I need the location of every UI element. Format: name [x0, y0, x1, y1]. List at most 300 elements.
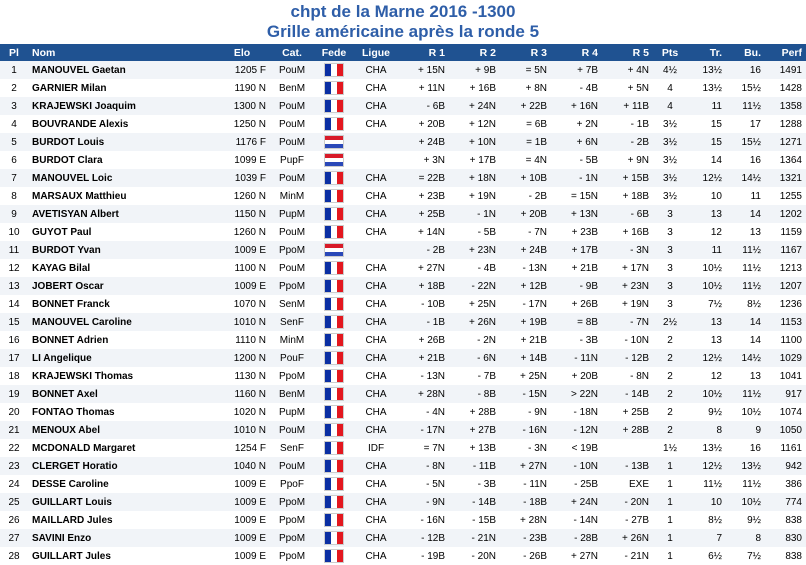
round-4-cell: + 7B: [551, 61, 602, 79]
federation-cell: [314, 151, 354, 169]
federation-cell: [314, 79, 354, 97]
page-header: [0, 0, 806, 42]
tiebreak-tr-cell: 6½: [687, 547, 726, 565]
performance-cell: 1207: [765, 277, 806, 295]
header-r5[interactable]: R 5: [602, 44, 653, 61]
fr-flag-icon: [324, 495, 344, 509]
performance-cell: 1050: [765, 421, 806, 439]
round-2-cell: + 27B: [449, 421, 500, 439]
player-name[interactable]: BONNET Franck: [28, 295, 214, 313]
league-cell: CHA: [354, 223, 398, 241]
fr-flag-icon: [324, 315, 344, 329]
player-name[interactable]: BOUVRANDE Alexis: [28, 115, 214, 133]
table-row: [0, 331, 806, 349]
round-2-cell: + 23N: [449, 241, 500, 259]
rank-cell: 24: [0, 475, 28, 493]
round-4-cell: - 28B: [551, 529, 602, 547]
round-2-cell: - 22N: [449, 277, 500, 295]
round-3-cell: = 5N: [500, 61, 551, 79]
player-name[interactable]: MARSAUX Matthieu: [28, 187, 214, 205]
header-bu[interactable]: Bu.: [726, 44, 765, 61]
player-name[interactable]: BONNET Adrien: [28, 331, 214, 349]
round-5-cell: - 27B: [602, 511, 653, 529]
fr-flag-icon: [324, 261, 344, 275]
elo-cell: 1099 E: [214, 151, 270, 169]
performance-cell: 1428: [765, 79, 806, 97]
tiebreak-tr-cell: 13: [687, 205, 726, 223]
player-name[interactable]: KAYAG Bilal: [28, 259, 214, 277]
header-r4[interactable]: R 4: [551, 44, 602, 61]
category-cell: PpoM: [270, 547, 314, 565]
elo-cell: 1009 E: [214, 529, 270, 547]
league-cell: CHA: [354, 97, 398, 115]
category-cell: PouM: [270, 115, 314, 133]
round-2-cell: + 18N: [449, 169, 500, 187]
tiebreak-bu-cell: 11½: [726, 241, 765, 259]
tiebreak-bu-cell: 13½: [726, 457, 765, 475]
round-5-cell: - 13B: [602, 457, 653, 475]
rank-cell: 11: [0, 241, 28, 259]
federation-cell: [314, 511, 354, 529]
federation-cell: [314, 295, 354, 313]
performance-cell: 1202: [765, 205, 806, 223]
category-cell: PouM: [270, 259, 314, 277]
fr-flag-icon: [324, 81, 344, 95]
fr-flag-icon: [324, 369, 344, 383]
elo-cell: 1300 N: [214, 97, 270, 115]
rank-cell: 1: [0, 61, 28, 79]
elo-cell: 1254 F: [214, 439, 270, 457]
category-cell: PpoF: [270, 475, 314, 493]
round-2-cell: + 25N: [449, 295, 500, 313]
rank-cell: 16: [0, 331, 28, 349]
round-4-cell: < 19B: [551, 439, 602, 457]
tiebreak-bu-cell: 8½: [726, 295, 765, 313]
table-row: [0, 367, 806, 385]
elo-cell: 1110 N: [214, 331, 270, 349]
tiebreak-bu-cell: 14: [726, 205, 765, 223]
tiebreak-bu-cell: 11½: [726, 259, 765, 277]
round-5-cell: - 14B: [602, 385, 653, 403]
round-2-cell: - 11B: [449, 457, 500, 475]
federation-cell: [314, 475, 354, 493]
round-2-cell: + 28B: [449, 403, 500, 421]
federation-cell: [314, 187, 354, 205]
rank-cell: 17: [0, 349, 28, 367]
round-3-cell: = 1B: [500, 133, 551, 151]
tiebreak-bu-cell: 11: [726, 187, 765, 205]
league-cell: CHA: [354, 475, 398, 493]
points-cell: 2: [653, 403, 687, 421]
header-r2[interactable]: R 2: [449, 44, 500, 61]
fr-flag-icon: [324, 531, 344, 545]
tiebreak-bu-cell: 16: [726, 151, 765, 169]
table-row: [0, 547, 806, 565]
performance-cell: 1100: [765, 331, 806, 349]
points-cell: 4: [653, 79, 687, 97]
table-row: [0, 511, 806, 529]
federation-cell: [314, 529, 354, 547]
tiebreak-bu-cell: 15½: [726, 79, 765, 97]
round-1-cell: - 13N: [398, 367, 449, 385]
category-cell: PouM: [270, 223, 314, 241]
league-cell: CHA: [354, 493, 398, 511]
player-name[interactable]: BURDOT Clara: [28, 151, 214, 169]
round-1-cell: - 12B: [398, 529, 449, 547]
table-row: [0, 385, 806, 403]
round-3-cell: + 28N: [500, 511, 551, 529]
tiebreak-tr-cell: 13½: [687, 61, 726, 79]
fr-flag-icon: [324, 441, 344, 455]
tiebreak-bu-cell: 9½: [726, 511, 765, 529]
round-1-cell: - 4N: [398, 403, 449, 421]
nl-flag-icon: [324, 243, 344, 257]
tiebreak-tr-cell: 10: [687, 187, 726, 205]
player-name[interactable]: MCDONALD Margaret: [28, 439, 214, 457]
fr-flag-icon: [324, 387, 344, 401]
federation-cell: [314, 331, 354, 349]
nl-flag-icon: [324, 135, 344, 149]
league-cell: CHA: [354, 61, 398, 79]
rank-cell: 14: [0, 295, 28, 313]
round-4-cell: + 13N: [551, 205, 602, 223]
round-3-cell: - 17N: [500, 295, 551, 313]
league-cell: CHA: [354, 259, 398, 277]
table-row: [0, 439, 806, 457]
rank-cell: 12: [0, 259, 28, 277]
rank-cell: 10: [0, 223, 28, 241]
round-4-cell: + 24N: [551, 493, 602, 511]
performance-cell: 1236: [765, 295, 806, 313]
points-cell: 3: [653, 223, 687, 241]
round-4-cell: - 11N: [551, 349, 602, 367]
points-cell: 3: [653, 205, 687, 223]
tiebreak-tr-cell: 13½: [687, 439, 726, 457]
elo-cell: 1250 N: [214, 115, 270, 133]
fr-flag-icon: [324, 333, 344, 347]
player-name[interactable]: MANOUVEL Loic: [28, 169, 214, 187]
player-name[interactable]: BONNET Axel: [28, 385, 214, 403]
tiebreak-tr-cell: 7: [687, 529, 726, 547]
category-cell: PouF: [270, 349, 314, 367]
header-fede[interactable]: Fede: [314, 44, 354, 61]
tiebreak-bu-cell: 15½: [726, 133, 765, 151]
elo-cell: 1010 N: [214, 421, 270, 439]
tiebreak-bu-cell: 14: [726, 313, 765, 331]
round-2-cell: - 14B: [449, 493, 500, 511]
tiebreak-tr-cell: 10½: [687, 385, 726, 403]
league-cell: CHA: [354, 547, 398, 565]
round-3-cell: + 22B: [500, 97, 551, 115]
federation-cell: [314, 421, 354, 439]
performance-cell: 838: [765, 511, 806, 529]
league-cell: CHA: [354, 529, 398, 547]
table-row: [0, 529, 806, 547]
player-name[interactable]: BURDOT Yvan: [28, 241, 214, 259]
league-cell: CHA: [354, 205, 398, 223]
tiebreak-bu-cell: 13: [726, 223, 765, 241]
league-cell: CHA: [354, 295, 398, 313]
federation-cell: [314, 241, 354, 259]
player-name[interactable]: MANOUVEL Gaetan: [28, 61, 214, 79]
round-5-cell: - 1B: [602, 115, 653, 133]
player-name[interactable]: CLERGET Horatio: [28, 457, 214, 475]
round-4-cell: - 10N: [551, 457, 602, 475]
rank-cell: 26: [0, 511, 28, 529]
federation-cell: [314, 403, 354, 421]
player-name[interactable]: GUILLART Louis: [28, 493, 214, 511]
round-3-cell: - 13N: [500, 259, 551, 277]
elo-cell: 1070 N: [214, 295, 270, 313]
tiebreak-bu-cell: 16: [726, 439, 765, 457]
header-tr[interactable]: Tr.: [687, 44, 726, 61]
round-2-cell: + 24N: [449, 97, 500, 115]
round-2-cell: - 7B: [449, 367, 500, 385]
table-row: [0, 241, 806, 259]
nl-flag-icon: [324, 153, 344, 167]
round-1-cell: = 7N: [398, 439, 449, 457]
round-5-cell: + 16B: [602, 223, 653, 241]
rank-cell: 9: [0, 205, 28, 223]
tiebreak-tr-cell: 15: [687, 115, 726, 133]
header-nom[interactable]: Nom: [28, 44, 214, 61]
performance-cell: 1364: [765, 151, 806, 169]
fr-flag-icon: [324, 423, 344, 437]
points-cell: 4: [653, 97, 687, 115]
round-4-cell: - 12N: [551, 421, 602, 439]
header-cat[interactable]: Cat.: [270, 44, 314, 61]
elo-cell: 1009 E: [214, 547, 270, 565]
elo-cell: 1010 N: [214, 313, 270, 331]
player-name[interactable]: MAILLARD Jules: [28, 511, 214, 529]
round-3-cell: + 14B: [500, 349, 551, 367]
round-1-cell: - 10B: [398, 295, 449, 313]
performance-cell: 830: [765, 529, 806, 547]
round-3-cell: - 18B: [500, 493, 551, 511]
points-cell: 3: [653, 277, 687, 295]
table-header-row: [0, 44, 806, 61]
rank-cell: 7: [0, 169, 28, 187]
player-name[interactable]: KRAJEWSKI Joaquim: [28, 97, 214, 115]
round-1-cell: - 19B: [398, 547, 449, 565]
round-1-cell: + 14N: [398, 223, 449, 241]
table-row: [0, 259, 806, 277]
round-2-cell: - 2N: [449, 331, 500, 349]
category-cell: PouM: [270, 457, 314, 475]
round-5-cell: - 10N: [602, 331, 653, 349]
header-ligue[interactable]: Ligue: [354, 44, 398, 61]
points-cell: 1: [653, 547, 687, 565]
round-5-cell: - 7N: [602, 313, 653, 331]
federation-cell: [314, 133, 354, 151]
league-cell: CHA: [354, 421, 398, 439]
fr-flag-icon: [324, 171, 344, 185]
header-r1[interactable]: R 1: [398, 44, 449, 61]
header-perf[interactable]: Perf: [765, 44, 806, 61]
points-cell: 2: [653, 421, 687, 439]
tiebreak-bu-cell: 14½: [726, 169, 765, 187]
elo-cell: 1190 N: [214, 79, 270, 97]
points-cell: 3½: [653, 187, 687, 205]
fr-flag-icon: [324, 297, 344, 311]
category-cell: PpoM: [270, 277, 314, 295]
league-cell: [354, 151, 398, 169]
player-name[interactable]: GUILLART Jules: [28, 547, 214, 565]
round-4-cell: - 4B: [551, 79, 602, 97]
performance-cell: 838: [765, 547, 806, 565]
header-elo[interactable]: Elo: [214, 44, 270, 61]
table-row: [0, 133, 806, 151]
player-name[interactable]: FONTAO Thomas: [28, 403, 214, 421]
round-5-cell: - 21N: [602, 547, 653, 565]
player-name[interactable]: LI Angelique: [28, 349, 214, 367]
performance-cell: 1153: [765, 313, 806, 331]
round-1-cell: - 16N: [398, 511, 449, 529]
tiebreak-tr-cell: 10½: [687, 259, 726, 277]
round-5-cell: - 8N: [602, 367, 653, 385]
points-cell: 1: [653, 457, 687, 475]
round-1-cell: - 1B: [398, 313, 449, 331]
performance-cell: 1321: [765, 169, 806, 187]
player-name[interactable]: MENOUX Abel: [28, 421, 214, 439]
player-name[interactable]: GARNIER Milan: [28, 79, 214, 97]
rank-cell: 18: [0, 367, 28, 385]
round-2-cell: - 5B: [449, 223, 500, 241]
round-2-cell: - 6N: [449, 349, 500, 367]
federation-cell: [314, 97, 354, 115]
tiebreak-bu-cell: 16: [726, 61, 765, 79]
fr-flag-icon: [324, 549, 344, 563]
round-1-cell: + 26B: [398, 331, 449, 349]
player-name[interactable]: JOBERT Oscar: [28, 277, 214, 295]
round-3-cell: + 10B: [500, 169, 551, 187]
league-cell: CHA: [354, 511, 398, 529]
player-name[interactable]: SAVINI Enzo: [28, 529, 214, 547]
round-1-cell: + 11N: [398, 79, 449, 97]
player-name[interactable]: MANOUVEL Caroline: [28, 313, 214, 331]
header-pts[interactable]: Pts: [653, 44, 687, 61]
round-4-cell: - 14N: [551, 511, 602, 529]
table-row: [0, 277, 806, 295]
round-1-cell: + 3N: [398, 151, 449, 169]
round-5-cell: + 26N: [602, 529, 653, 547]
table-row: [0, 313, 806, 331]
round-4-cell: = 15N: [551, 187, 602, 205]
round-2-cell: - 3B: [449, 475, 500, 493]
performance-cell: 1167: [765, 241, 806, 259]
category-cell: PupF: [270, 151, 314, 169]
federation-cell: [314, 385, 354, 403]
category-cell: PouM: [270, 169, 314, 187]
category-cell: PouM: [270, 97, 314, 115]
tiebreak-bu-cell: 10½: [726, 493, 765, 511]
tiebreak-bu-cell: 7½: [726, 547, 765, 565]
fr-flag-icon: [324, 459, 344, 473]
player-name[interactable]: BURDOT Louis: [28, 133, 214, 151]
round-5-cell: + 5N: [602, 79, 653, 97]
round-3-cell: + 12B: [500, 277, 551, 295]
points-cell: 4½: [653, 61, 687, 79]
rank-cell: 20: [0, 403, 28, 421]
tiebreak-bu-cell: 8: [726, 529, 765, 547]
round-5-cell: - 12B: [602, 349, 653, 367]
fr-flag-icon: [324, 405, 344, 419]
round-3-cell: + 19B: [500, 313, 551, 331]
federation-cell: [314, 277, 354, 295]
points-cell: 3: [653, 295, 687, 313]
player-name[interactable]: GUYOT Paul: [28, 223, 214, 241]
tiebreak-tr-cell: 12½: [687, 457, 726, 475]
tiebreak-tr-cell: 10: [687, 493, 726, 511]
league-cell: CHA: [354, 187, 398, 205]
federation-cell: [314, 259, 354, 277]
rank-cell: 13: [0, 277, 28, 295]
round-5-cell: + 11B: [602, 97, 653, 115]
round-5-cell: + 19N: [602, 295, 653, 313]
header-r3[interactable]: R 3: [500, 44, 551, 61]
round-5-cell: + 17N: [602, 259, 653, 277]
league-cell: CHA: [354, 385, 398, 403]
round-1-cell: + 21B: [398, 349, 449, 367]
league-cell: CHA: [354, 367, 398, 385]
tiebreak-tr-cell: 12½: [687, 169, 726, 187]
category-cell: PpoM: [270, 493, 314, 511]
performance-cell: 1288: [765, 115, 806, 133]
league-cell: CHA: [354, 79, 398, 97]
rank-cell: 8: [0, 187, 28, 205]
league-cell: CHA: [354, 457, 398, 475]
player-name[interactable]: AVETISYAN Albert: [28, 205, 214, 223]
tiebreak-bu-cell: 17: [726, 115, 765, 133]
round-2-cell: + 19N: [449, 187, 500, 205]
elo-cell: 1040 N: [214, 457, 270, 475]
header-pl[interactable]: Pl: [0, 44, 28, 61]
fr-flag-icon: [324, 63, 344, 77]
tiebreak-tr-cell: 14: [687, 151, 726, 169]
round-1-cell: + 15N: [398, 61, 449, 79]
performance-cell: 1159: [765, 223, 806, 241]
fr-flag-icon: [324, 117, 344, 131]
round-1-cell: - 6B: [398, 97, 449, 115]
tiebreak-tr-cell: 15: [687, 133, 726, 151]
league-cell: CHA: [354, 313, 398, 331]
league-cell: CHA: [354, 277, 398, 295]
round-1-cell: - 8N: [398, 457, 449, 475]
elo-cell: 1009 E: [214, 493, 270, 511]
tiebreak-tr-cell: 11: [687, 241, 726, 259]
player-name[interactable]: KRAJEWSKI Thomas: [28, 367, 214, 385]
round-3-cell: = 4N: [500, 151, 551, 169]
round-3-cell: - 23B: [500, 529, 551, 547]
round-3-cell: + 25N: [500, 367, 551, 385]
round-5-cell: - 6B: [602, 205, 653, 223]
category-cell: MinM: [270, 187, 314, 205]
round-3-cell: = 6B: [500, 115, 551, 133]
league-cell: CHA: [354, 349, 398, 367]
rank-cell: 4: [0, 115, 28, 133]
round-5-cell: - 20N: [602, 493, 653, 511]
round-4-cell: + 2N: [551, 115, 602, 133]
round-2-cell: + 26N: [449, 313, 500, 331]
tiebreak-bu-cell: 13: [726, 367, 765, 385]
round-1-cell: + 27N: [398, 259, 449, 277]
performance-cell: 1255: [765, 187, 806, 205]
round-2-cell: - 21N: [449, 529, 500, 547]
player-name[interactable]: DESSE Caroline: [28, 475, 214, 493]
rank-cell: 23: [0, 457, 28, 475]
tiebreak-bu-cell: 14½: [726, 349, 765, 367]
round-5-cell: + 23N: [602, 277, 653, 295]
